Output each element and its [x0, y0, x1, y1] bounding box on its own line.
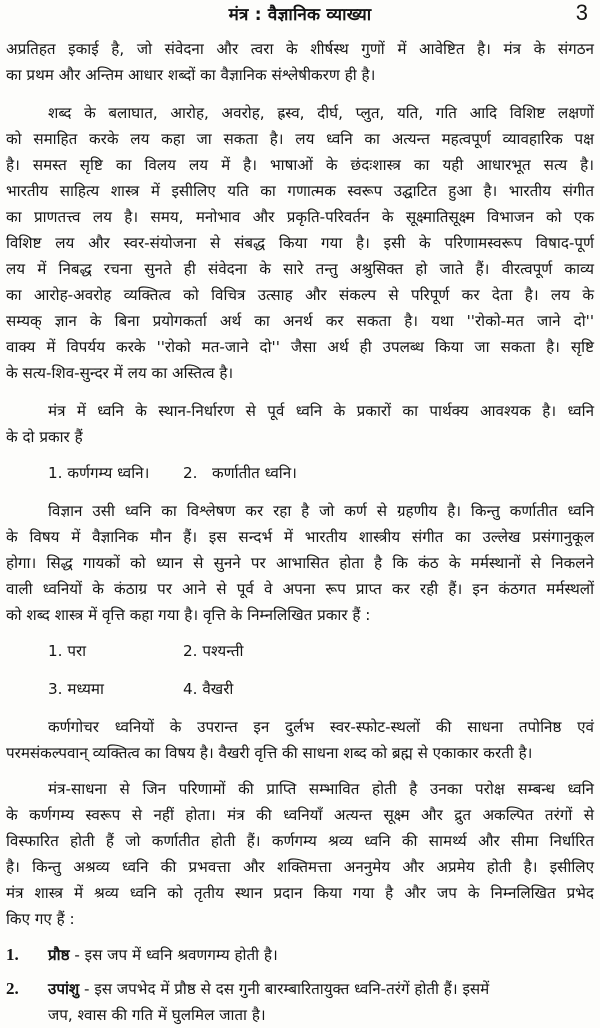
text-line: है। किन्तु अश्रव्य ध्वनि की प्रभवत्ता और शक्तिमत्ता अननुमेय और अप्रमेय होती है। इसीलिए: [6, 858, 594, 876]
text-line: विशिष्ट लय और स्वर-संयोजना से संबद्ध किया गया है। इसी के परिणामस्वरूप विषाद-पूर्ण: [6, 234, 594, 252]
sound-type-item: 2. कर्णातीत ध्वनि।: [183, 464, 297, 482]
text-line: सम्यक् ज्ञान के बिना प्रयोगकर्ता अर्थ का अनर्थ कर सकता है। यथा ''रोको-मत जाने दो'': [6, 312, 594, 330]
page-number: 3: [575, 0, 588, 25]
text-line: है। समस्त सृष्टि का विलय लय में है। भाषाओं के छंदःशास्त्र का यही आधारभूत सत्य है।: [6, 156, 594, 174]
text-line: मंत्र-साधना से जिन परिणामों की प्राप्ति सम्भावित होती है उनका परोक्ष सम्बन्ध ध्वनि: [48, 780, 594, 798]
vritti-type-item: 1. परा: [48, 642, 87, 660]
text-line: शब्द के बलाघात, आरोह, अवरोह, ह्रस्व, दीर्घ, प्लुत, यति, गति आदि विशिष्ट लक्षणों: [48, 104, 594, 122]
text-line: का आरोह-अवरोह व्यक्तित्व को विचित्र उत्साह और संकल्प से परिपूर्ण कर देता है। लय के: [6, 286, 594, 304]
vritti-type-item: 4. वैखरी: [183, 680, 234, 698]
text-line: विस्फारित होती हैं जो कर्णातीत होती हैं। कर्णगम्य श्रव्य ध्वनि की सामर्थ्य और सीमा निर्धारित: [6, 832, 594, 850]
text-line: को शब्द शास्त्र में वृत्ति कहा गया है। वृत्ति के निम्नलिखित प्रकार हैं :: [6, 606, 371, 624]
text-line: वाक्य में विपर्यय करके ''रोको मत-जाने दो'' जैसा अर्थ ही उपलब्ध किया जा सकता है। सृष्टि: [6, 338, 594, 356]
japa-type-continuation: जप, श्वास की गति में घुलमिल जाता है।: [48, 1006, 266, 1024]
text-line: कर्णगोचर ध्वनियों के उपरान्त इन दुर्लभ स्वर-स्फोट-स्थलों की साधना तपोनिष्ठ एवं: [48, 718, 594, 736]
text-line: मंत्र में ध्वनि के स्थान-निर्धारण से पूर्व ध्वनि के प्रकारों का पार्थक्य आवश्यक है। ध्वनि: [48, 402, 594, 420]
japa-type-item: प्रौष्ठ - इस जप में ध्वनि श्रवणगम्य होती है।: [48, 946, 278, 964]
vritti-type-item: 3. मध्यमा: [48, 680, 104, 698]
text-line: लय में निबद्ध रचना सुनते ही संवेदना के सारे तन्तु अश्रुसिक्त हो जाते हैं। वीरत्वपूर्ण काव्य: [6, 260, 594, 278]
text-line: का प्रथम और अन्तिम आधार शब्दों का वैज्ञानिक संश्लेषीकरण ही है।: [6, 66, 376, 84]
text-line: अप्रतिहत इकाई है, जो संवेदना और त्वरा के शीर्षस्थ गुणों में आवेष्टित है। मंत्र के संगठन: [6, 40, 594, 58]
text-line: के दो प्रकार हैं: [6, 428, 83, 446]
text-line: भारतीय साहित्य शास्त्र में इसीलिए यति का गणात्मक स्वरूप उद्घाटित हुआ है। भारतीय संगीत: [6, 182, 594, 200]
japa-type-number: 1.: [6, 945, 19, 964]
text-line: विज्ञान उसी ध्वनि का विश्लेषण कर रहा है जो कर्ण से ग्रहणीय है। किन्तु कर्णातीत ध्वनि: [48, 502, 594, 520]
text-line: के कर्णगम्य स्वरूप से नहीं होता। मंत्र की ध्वनियाँ अत्यन्त सूक्ष्म और द्रुत अकल्पित तरंगों से: [6, 806, 594, 824]
running-header-title: मंत्र : वैज्ञानिक व्याख्या: [228, 5, 372, 25]
japa-term: प्रौष्ठ: [48, 946, 70, 964]
text-line: मंत्र शास्त्र में श्रव्य ध्वनि को तृतीय स्थान प्रदान किया गया है और जप के निम्नलिखित प्रभेद: [6, 884, 594, 902]
text-line: के विषय में वैज्ञानिक मौन हैं। इस सन्दर्भ में भारतीय शास्त्रीय संगीत का उल्लेख प्रसंगानुकूल: [6, 528, 594, 546]
japa-term: उपांशु: [48, 980, 80, 998]
text-line: को समाहित करके लय कहा जा सकता है। लय ध्वनि का अत्यन्त महत्वपूर्ण व्यावहारिक पक्ष: [6, 130, 594, 148]
text-line: परमसंकल्पवान् व्यक्तित्व का विषय है। वैखरी वृत्ति की साधना शब्द को ब्रह्म से एकाकार करती है।: [6, 744, 533, 762]
text-line: किए गए हैं :: [6, 910, 75, 928]
vritti-type-item: 2. पश्यन्ती: [183, 642, 244, 660]
text-line: वाली ध्वनियों के कंठाग्र पर आने से पूर्व वे अपना रूप प्राप्त कर रही हैं। इन कंठगत मर्मस्थलों: [6, 580, 594, 598]
text-line: का प्राणतत्त्व लय है। समय, मनोभाव और प्रकृति-परिवर्तन के सूक्ष्मातिसूक्ष्म विभाजन को एक: [6, 208, 594, 226]
japa-type-item: उपांशु - इस जपभेद में प्रौष्ठ से दस गुनी बारम्बारितायुक्त ध्वनि-तरंगें होती हैं। इसमें: [48, 980, 490, 998]
sound-type-item: 1. कर्णगम्य ध्वनि।: [48, 464, 150, 482]
text-line: होगा। सिद्ध गायकों को ध्यान से सुनने पर आभासित होता है कि कंठ के मर्मस्थानों से निकलने: [6, 554, 594, 572]
text-line: के सत्य-शिव-सुन्दर में लय का अस्तित्व है।: [6, 364, 234, 382]
japa-type-number: 2.: [6, 979, 19, 998]
